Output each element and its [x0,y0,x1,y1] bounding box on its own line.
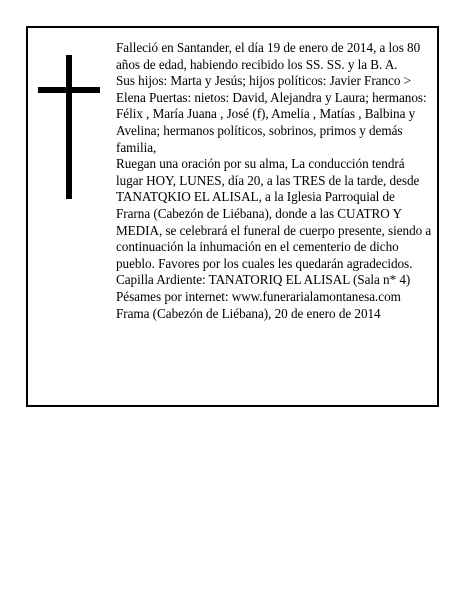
place-and-date: Frama (Cabezón de Liébana), 20 de enero de 2014 [116,305,381,321]
cross-horizontal-bar [38,87,100,93]
funeral-details: Ruegan una oración por su alma, La conducción tendrá lugar HOY, LUNES, día 20, a las TRES de la tarde, desde TANATQKIO EL ALISAL, a la Iglesia Parroquial de Frarna (Cabezón de Liébana), donde a las CUATRO Y MEDIA, se celebrará el funeral de cuerpo presente, siendo a continuación la inhumación en el cementerio de dicho pueblo. Favores por los cuales les quedarán agradecidos. Capilla Ardiente: TANATORIQ EL ALISAL (Sala n* 4) [116,156,432,288]
obituary-text [116,40,432,322]
cross-icon [38,55,100,199]
condolences-website: Pésames por internet: www.funerarialamontanesa.com [116,288,401,304]
death-announcement: Falleció en Santander, el día 19 de enero de 2014, a los 80 años de edad, habiendo recibido los SS. SS. y la B. A. [116,40,421,72]
obituary-notice [26,26,439,407]
family-list: Sus hijos: Marta y Jesús; hijos políticos: Javier Franco > Elena Puertas: nietos: David, Alejandra y Laura; hermanos: Félix , María Juana , José (f), Amelia , Matías , Balbina y Avelina; hermanos políticos, sobrinos, primos y demás familia, [116,73,427,155]
cross-vertical-bar [66,55,72,199]
